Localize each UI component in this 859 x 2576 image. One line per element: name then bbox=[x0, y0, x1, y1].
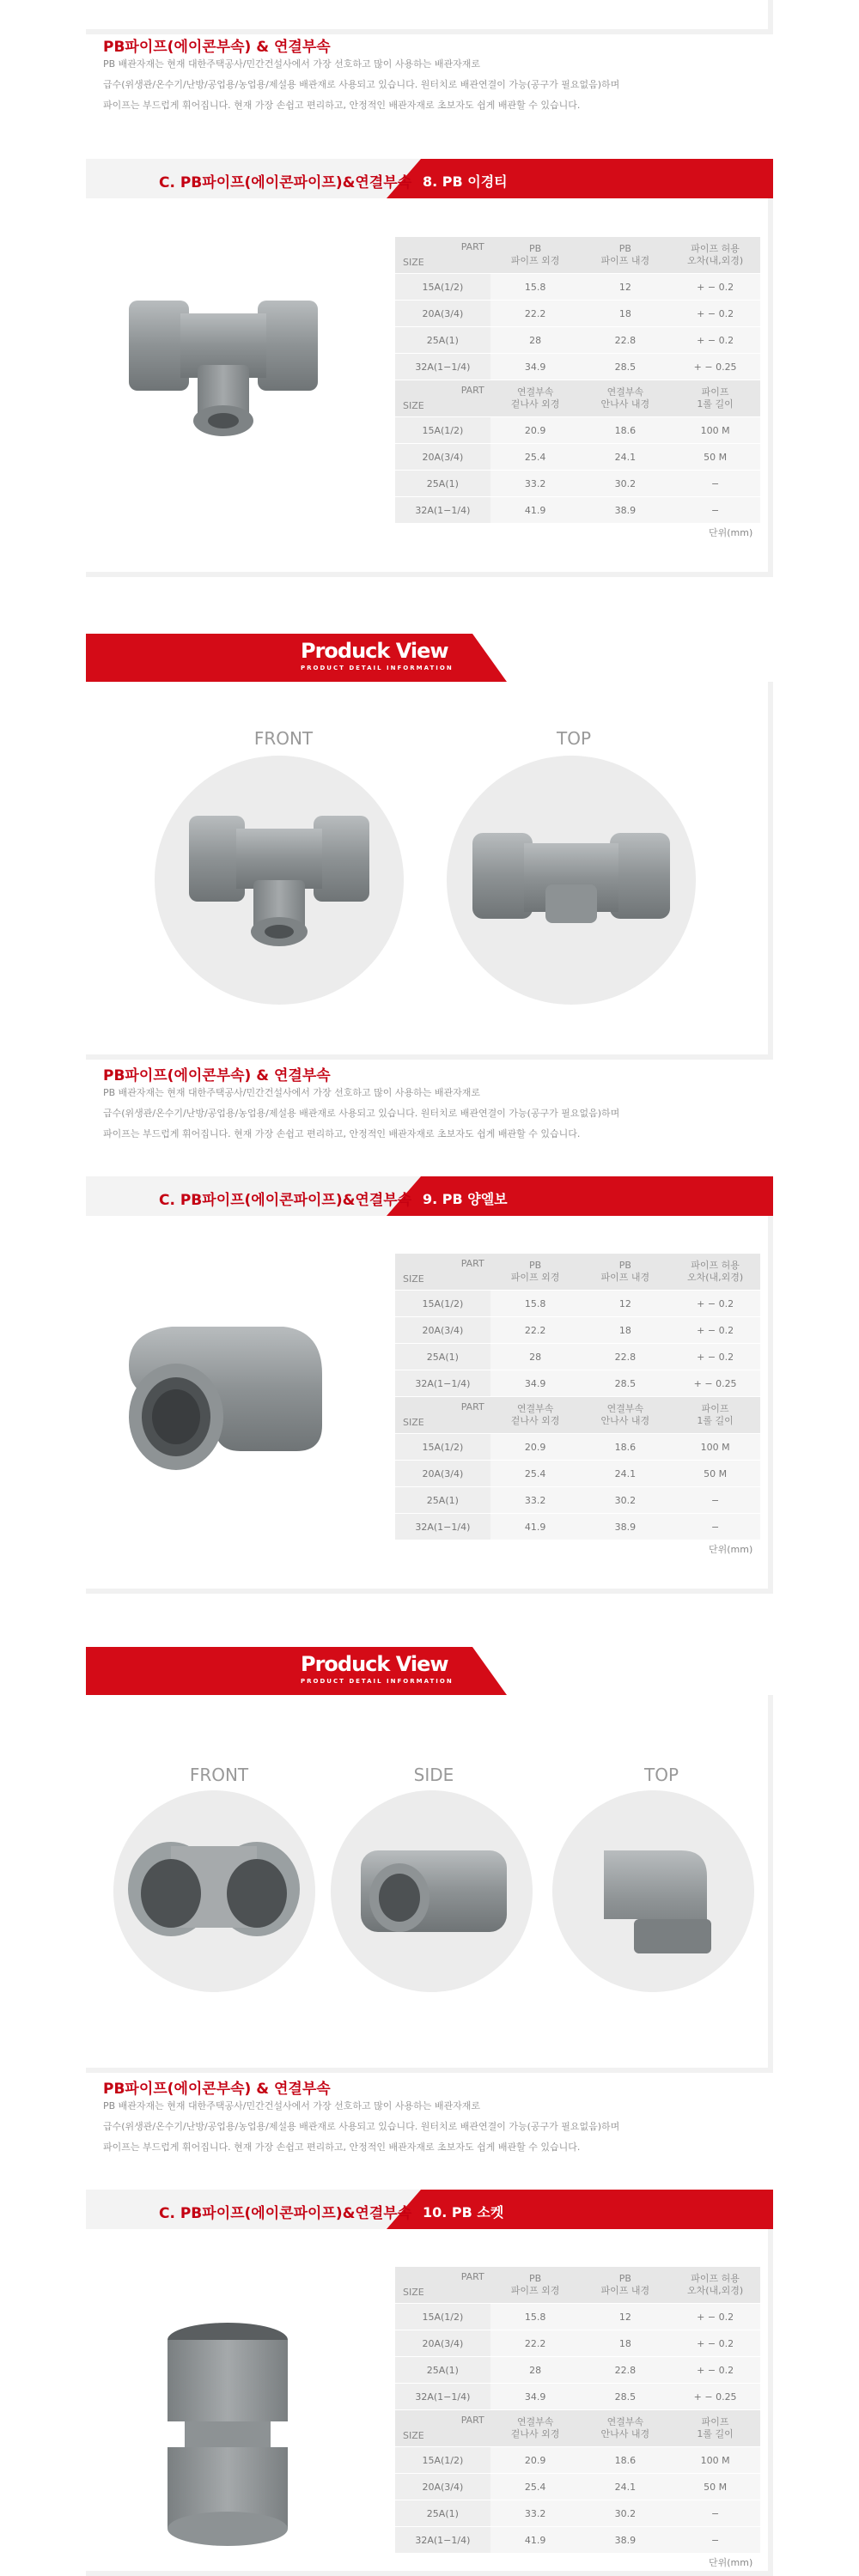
pb-elbow-front-image bbox=[124, 1838, 304, 1941]
column-header: 파이프 1롤 길이 bbox=[670, 2410, 760, 2447]
intro-line: 급수(위생관/온수기/난방/공업용/농업용/제설용 배관재로 사용되고 있습니다. 원터치로 배관연결이 가능(공구가 필요없음)하며 bbox=[103, 79, 620, 90]
table-row: 20A(3/4) 22.2 18 + − 0.2 bbox=[395, 2330, 760, 2357]
spec-table: PART SIZE PB 파이프 외경 PB 파이프 내경 파이프 허용 오차(내,외경) 15A(1/2) 15.8 12 + − 0.2 20A(3/4) 22.2 18 + − 0.2 25A(1) 28 22.8 + − 0.2 32A(1−1/4) 34.9 28.5 + − 0.25 PART SIZE 연결부속 겉나사 외경 연결부속 안나사 내경 파이프 1롤 길이 15A(1/2) 20.9 18.6 100 M 20A(3/4) 25.4 24.1 50 M 25A(1) 33.2 30.2 − 32A(1−1/4) 41.9 38.9 − bbox=[395, 2267, 760, 2554]
table-row: 15A(1/2) 15.8 12 + − 0.2 bbox=[395, 274, 760, 301]
unit-label: 단위(mm) bbox=[709, 527, 753, 538]
view-label-top: TOP bbox=[643, 1765, 679, 1785]
top-view-circle bbox=[552, 1790, 754, 1992]
section-category-label: C. PB파이프(에이콘파이프)&연결부속 bbox=[159, 1192, 412, 1209]
product-view-banner bbox=[86, 634, 773, 682]
column-header: 연결부속 안나사 내경 bbox=[580, 2410, 670, 2447]
table-row: 25A(1) 33.2 30.2 − bbox=[395, 1487, 760, 1514]
column-header: 연결부속 겉나사 외경 bbox=[490, 2410, 581, 2447]
table-row: 32A(1−1/4) 41.9 38.9 − bbox=[395, 2527, 760, 2554]
table-row: 25A(1) 33.2 30.2 − bbox=[395, 471, 760, 497]
table-row: 32A(1−1/4) 34.9 28.5 + − 0.25 bbox=[395, 2384, 760, 2410]
section-category-label: C. PB파이프(에이콘파이프)&연결부속 bbox=[159, 174, 412, 191]
view-label-top: TOP bbox=[556, 728, 592, 749]
table-row: 15A(1/2) 15.8 12 + − 0.2 bbox=[395, 2304, 760, 2330]
product-view-subtitle: PRODUCT DETAIL INFORMATION bbox=[301, 665, 454, 671]
view-label-front: FRONT bbox=[253, 728, 314, 749]
column-header: PB 파이프 외경 bbox=[490, 2267, 581, 2304]
column-header: 파이프 1롤 길이 bbox=[670, 1397, 760, 1434]
front-view-circle bbox=[113, 1790, 315, 1992]
product-view-title: Produck View bbox=[301, 639, 448, 663]
column-header: 파이프 1롤 길이 bbox=[670, 380, 760, 417]
table-row: 20A(3/4) 25.4 24.1 50 M bbox=[395, 2474, 760, 2500]
column-header: PB 파이프 외경 bbox=[490, 237, 581, 274]
column-header: PB 파이프 내경 bbox=[580, 2267, 670, 2304]
column-header: 연결부속 겉나사 외경 bbox=[490, 380, 581, 417]
column-header: 연결부속 안나사 내경 bbox=[580, 380, 670, 417]
column-header: 파이프 허용 오차(내,외경) bbox=[670, 237, 760, 274]
column-header: 파이프 허용 오차(내,외경) bbox=[670, 2267, 760, 2304]
table-row: 32A(1−1/4) 41.9 38.9 − bbox=[395, 497, 760, 524]
spec-table: PART SIZE PB 파이프 외경 PB 파이프 내경 파이프 허용 오차(내,외경) 15A(1/2) 15.8 12 + − 0.2 20A(3/4) 22.2 18 + − 0.2 25A(1) 28 22.8 + − 0.2 32A(1−1/4) 34.9 28.5 + − 0.25 PART SIZE 연결부속 겉나사 외경 연결부속 안나사 내경 파이프 1롤 길이 15A(1/2) 20.9 18.6 100 M 20A(3/4) 25.4 24.1 50 M 25A(1) 33.2 30.2 − 32A(1−1/4) 41.9 38.9 − bbox=[395, 1254, 760, 1540]
unit-label: 단위(mm) bbox=[709, 2557, 753, 2568]
product-view-subtitle: PRODUCT DETAIL INFORMATION bbox=[301, 1678, 454, 1685]
intro-title: PB파이프(에이콘부속) & 연결부속 bbox=[103, 2081, 331, 2098]
intro-line: 파이프는 부드럽게 휘어집니다. 현재 가장 손쉽고 편리하고, 안정적인 배관자재로 초보자도 쉽게 배관할 수 있습니다. bbox=[103, 2142, 581, 2153]
size-header: SIZE bbox=[403, 400, 424, 411]
view-label-side: SIDE bbox=[413, 1765, 454, 1785]
part-header: PART bbox=[460, 241, 484, 252]
table-row: 25A(1) 28 22.8 + − 0.2 bbox=[395, 327, 760, 354]
section-product-label: 9. PB 양엘보 bbox=[423, 1191, 508, 1207]
column-header: 연결부속 안나사 내경 bbox=[580, 1397, 670, 1434]
pb-reducing-tee-top-image bbox=[468, 824, 674, 936]
pb-reducing-tee-image bbox=[120, 283, 326, 447]
intro-title: PB파이프(에이콘부속) & 연결부속 bbox=[103, 1067, 331, 1084]
table-row: 15A(1/2) 20.9 18.6 100 M bbox=[395, 1434, 760, 1461]
section-category-label: C. PB파이프(에이콘파이프)&연결부속 bbox=[159, 2205, 412, 2222]
side-view-circle bbox=[331, 1790, 533, 1992]
table-row: 25A(1) 28 22.8 + − 0.2 bbox=[395, 2357, 760, 2384]
table-row: 20A(3/4) 22.2 18 + − 0.2 bbox=[395, 1317, 760, 1344]
top-view-circle bbox=[447, 756, 696, 1005]
product-view-title: Produck View bbox=[301, 1652, 448, 1676]
column-header: 연결부속 겉나사 외경 bbox=[490, 1397, 581, 1434]
intro-line: PB 배관자재는 현재 대한주택공사/민간건설사에서 가장 선호하고 많이 사용하는 배관자재로 bbox=[103, 58, 481, 70]
size-header: SIZE bbox=[403, 257, 424, 268]
intro-line: PB 배관자재는 현재 대한주택공사/민간건설사에서 가장 선호하고 많이 사용하는 배관자재로 bbox=[103, 1087, 481, 1098]
view-label-front: FRONT bbox=[189, 1765, 249, 1785]
pb-elbow-image bbox=[112, 1314, 335, 1485]
table-row: 32A(1−1/4) 34.9 28.5 + − 0.25 bbox=[395, 354, 760, 380]
intro-line: 파이프는 부드럽게 휘어집니다. 현재 가장 손쉽고 편리하고, 안정적인 배관자재로 초보자도 쉽게 배관할 수 있습니다. bbox=[103, 100, 581, 111]
front-view-circle bbox=[155, 756, 404, 1005]
table-row: 20A(3/4) 25.4 24.1 50 M bbox=[395, 1461, 760, 1487]
intro-line: PB 배관자재는 현재 대한주택공사/민간건설사에서 가장 선호하고 많이 사용하는 배관자재로 bbox=[103, 2100, 481, 2111]
column-header: PB 파이프 내경 bbox=[580, 1254, 670, 1291]
table-row: 20A(3/4) 25.4 24.1 50 M bbox=[395, 444, 760, 471]
table-row: 15A(1/2) 20.9 18.6 100 M bbox=[395, 417, 760, 444]
part-header: PART bbox=[460, 385, 484, 396]
column-header: PB 파이프 내경 bbox=[580, 237, 670, 274]
pb-socket-image bbox=[163, 2318, 292, 2550]
table-row: 25A(1) 33.2 30.2 − bbox=[395, 2500, 760, 2527]
intro-line: 급수(위생관/온수기/난방/공업용/농업용/제설용 배관재로 사용되고 있습니다. 원터치로 배관연결이 가능(공구가 필요없음)하며 bbox=[103, 1108, 620, 1119]
intro-line: 급수(위생관/온수기/난방/공업용/농업용/제설용 배관재로 사용되고 있습니다. 원터치로 배관연결이 가능(공구가 필요없음)하며 bbox=[103, 2121, 620, 2132]
pb-elbow-top-image bbox=[587, 1825, 724, 1962]
table-row: 15A(1/2) 20.9 18.6 100 M bbox=[395, 2447, 760, 2474]
column-header: PB 파이프 외경 bbox=[490, 1254, 581, 1291]
section-product-label: 10. PB 소켓 bbox=[423, 2204, 504, 2221]
table-row: 25A(1) 28 22.8 + − 0.2 bbox=[395, 1344, 760, 1370]
intro-title: PB파이프(에이콘부속) & 연결부속 bbox=[103, 39, 331, 56]
section-product-label: 8. PB 이경티 bbox=[423, 173, 508, 190]
spec-table bbox=[395, 237, 760, 524]
product-view-banner bbox=[86, 1647, 773, 1695]
unit-label: 단위(mm) bbox=[709, 1544, 753, 1555]
top-panel bbox=[86, 0, 773, 34]
table-row: 32A(1−1/4) 41.9 38.9 − bbox=[395, 1514, 760, 1540]
pb-elbow-side-image bbox=[352, 1842, 515, 1945]
table-row: 32A(1−1/4) 34.9 28.5 + − 0.25 bbox=[395, 1370, 760, 1397]
intro-line: 파이프는 부드럽게 휘어집니다. 현재 가장 손쉽고 편리하고, 안정적인 배관자재로 초보자도 쉽게 배관할 수 있습니다. bbox=[103, 1128, 581, 1139]
column-header: 파이프 허용 오차(내,외경) bbox=[670, 1254, 760, 1291]
pb-reducing-tee-front-image bbox=[185, 803, 374, 957]
table-row: 15A(1/2) 15.8 12 + − 0.2 bbox=[395, 1291, 760, 1317]
table-row: 20A(3/4) 22.2 18 + − 0.2 bbox=[395, 301, 760, 327]
